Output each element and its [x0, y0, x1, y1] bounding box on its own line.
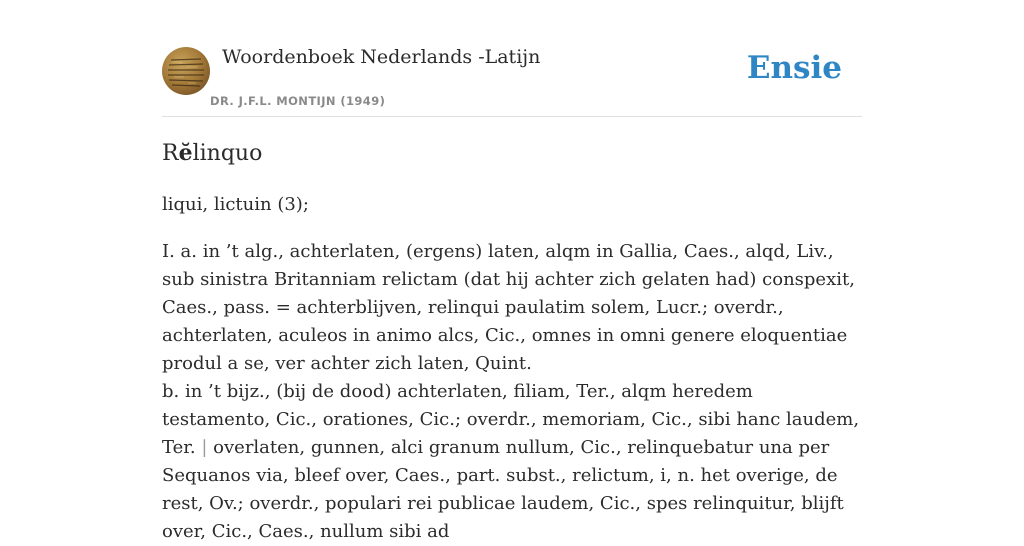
entry-meaning-b-part2: overlaten, gunnen, alci granum nullum, Cic., relinquebatur una per Sequanos via, bleef over, Caes., part. subst., relictum, i, n. het overige, de rest, Ov.; overdr., populari rei publicae laudem, Cic., spes relinquitur, blijft over, Cic., Caes., nullum sibi ad — [162, 437, 844, 542]
entry-title-start: R — [162, 141, 179, 166]
book-author: DR. J.F.L. MONTIJN (1949) — [210, 94, 386, 108]
entry-meaning-a: I. a. in ’t alg., achterlaten, (ergens) laten, alqm in Gallia, Caes., alqd, Liv., sub sinistra Britanniam relictam (dat hij achter zich gelaten had) conspexit, Caes., pass. = achterblijven, relinqui paulatim solem, Lucr.; overdr., achterlaten, aculeos in animo alcs, Cic., omnes in omni genere eloquentiae produl a se, ver achter zich laten, Quint. — [162, 241, 855, 374]
entry-meaning-b — [162, 378, 862, 546]
book-title[interactable]: Woordenboek Nederlands -Latijn — [222, 46, 541, 68]
paragraph-gap — [162, 219, 862, 238]
entry-content — [162, 191, 862, 546]
entry-title — [162, 140, 262, 166]
page-header — [162, 0, 862, 117]
entry-title-highlight: ĕ — [178, 140, 193, 166]
site-logo[interactable]: Ensie — [746, 50, 842, 86]
entry-forms: liqui, lictuin (3); — [162, 194, 309, 215]
entry-meaning-b-part1: b. in ’t bijz., (bij de dood) achterlaten, filiam, Ter., alqm heredem testamento, Cic., orationes, Cic.; overdr., memoriam, Cic., sibi hanc laudem, Ter. — [162, 381, 860, 458]
entry-title-end: linquo — [192, 141, 263, 166]
meaning-separator: | — [201, 437, 208, 458]
page — [162, 0, 862, 542]
engraved-seal-icon — [162, 47, 210, 95]
book-cover-image[interactable] — [162, 47, 210, 95]
